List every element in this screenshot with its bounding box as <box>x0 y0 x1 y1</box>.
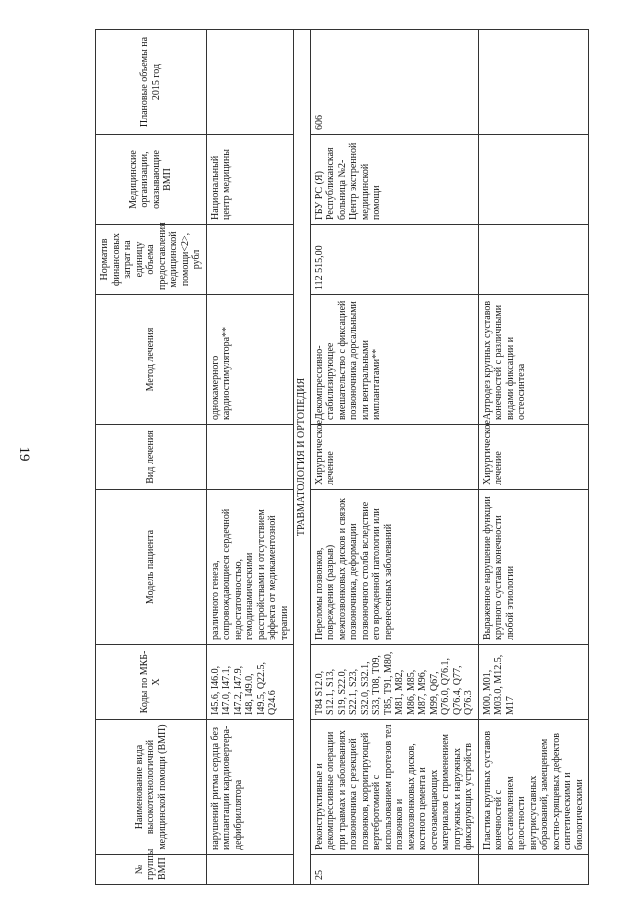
header-cell: Модель пациента <box>96 490 207 645</box>
cell-volume <box>206 30 294 135</box>
header-cell: Наименование вида высокотехнологичной медицинской помощи (ВМП) <box>96 720 207 855</box>
table-row <box>206 30 294 885</box>
cell-model: различного генеза, сопровождающиеся сердечной недостаточностью, гемодинамическими расстройствами и отсутствием эффекта от медикаментозной терапии <box>206 490 294 645</box>
section-row <box>294 30 311 885</box>
cell-type: Хирургическое лечение <box>310 425 478 490</box>
rotated-table-container <box>95 30 605 885</box>
table-row <box>310 30 478 885</box>
cell-group <box>478 855 589 885</box>
cell-model: Выраженное нарушение функции крупного сустава конечности любой этиологии <box>478 490 589 645</box>
vmp-table <box>95 29 589 885</box>
header-cell: Метод лечения <box>96 295 207 425</box>
header-cell: Медицинские организации, оказывающие ВМП <box>96 135 207 225</box>
cell-group <box>206 855 294 885</box>
cell-method: Артродез крупных суставов конечностей с различными видами фиксации и остеосинтеза <box>478 295 589 425</box>
cell-cost <box>478 225 589 295</box>
header-cell: № группы ВМП <box>96 855 207 885</box>
cell-name: Пластика крупных суставов конечностей с восстановлением целостности внутрисуставных образований, замещением костно-хрящевых дефектов синтетическими и биологическими <box>478 720 589 855</box>
cell-name: нарушений ритма сердца без имплантации кардиовертера-дефибриллятора <box>206 720 294 855</box>
cell-name: Реконструктивные и декомпрессивные операции при травмах и заболеваниях позвоночника с резекцией позвонков, корригирующей вертебротомией с использованием протезов тел позвонков и межпозвонковых дисков, костного цемента и остеозамещающих материалов с применением погружных и наружных фиксирующих устройств <box>310 720 478 855</box>
cell-volume: 606 <box>310 30 478 135</box>
cell-group: 25 <box>310 855 478 885</box>
page-number: 19 <box>16 446 32 462</box>
cell-codes: I45.6, I46.0, I47.0, I47.1, I47.2, I47.9, I48, I49.0, I49.5, Q22.5, Q24.6 <box>206 645 294 720</box>
cell-cost <box>206 225 294 295</box>
cell-method: Декомпрессивно-стабилизирующее вмешательство с фиксацией позвоночника дорсальными или вентральными имплантатами** <box>310 295 478 425</box>
header-cell: Вид лечения <box>96 425 207 490</box>
header-cell: Норматив финансовых затрат на единицу объема предоставления медицинской помощи<2>, рубл <box>96 225 207 295</box>
header-row <box>96 30 207 885</box>
table-row <box>478 30 589 885</box>
cell-codes: T84 S12.0, S12.1, S13, S19, S22.0, S22.1, S23, S32.0, S32.1, S33, T08, T09, T85, T91, M80, M81, M82, M86, M85, M87, M96, M99, Q67, Q76.0, Q76.1, Q76.4, Q77, Q76.3 <box>310 645 478 720</box>
cell-model: Переломы позвонков, повреждения (разрыв) межпозвонковых дисков и связок позвоночника, деформации позвоночного столба вследствие его врожденной патологии или перенесенных заболеваний <box>310 490 478 645</box>
header-cell: Коды по МКБ-Х <box>96 645 207 720</box>
cell-codes: M00, M01, M03.0, M12.5, M17 <box>478 645 589 720</box>
cell-org <box>478 135 589 225</box>
cell-type: Хирургическое лечение <box>478 425 589 490</box>
cell-cost: 112 515,00 <box>310 225 478 295</box>
section-title: ТРАВМАТОЛОГИЯ И ОРТОПЕДИЯ <box>294 30 311 885</box>
cell-type <box>206 425 294 490</box>
cell-org: Национальный центр медицины <box>206 135 294 225</box>
cell-org: ГБУ РС (Я) Республиканская больница №2-Центр экстренной медицинской помощи <box>310 135 478 225</box>
cell-method: однокамерного кардиостимулятора** <box>206 295 294 425</box>
cell-volume <box>478 30 589 135</box>
header-cell: Плановые объемы на 2015 год <box>96 30 207 135</box>
